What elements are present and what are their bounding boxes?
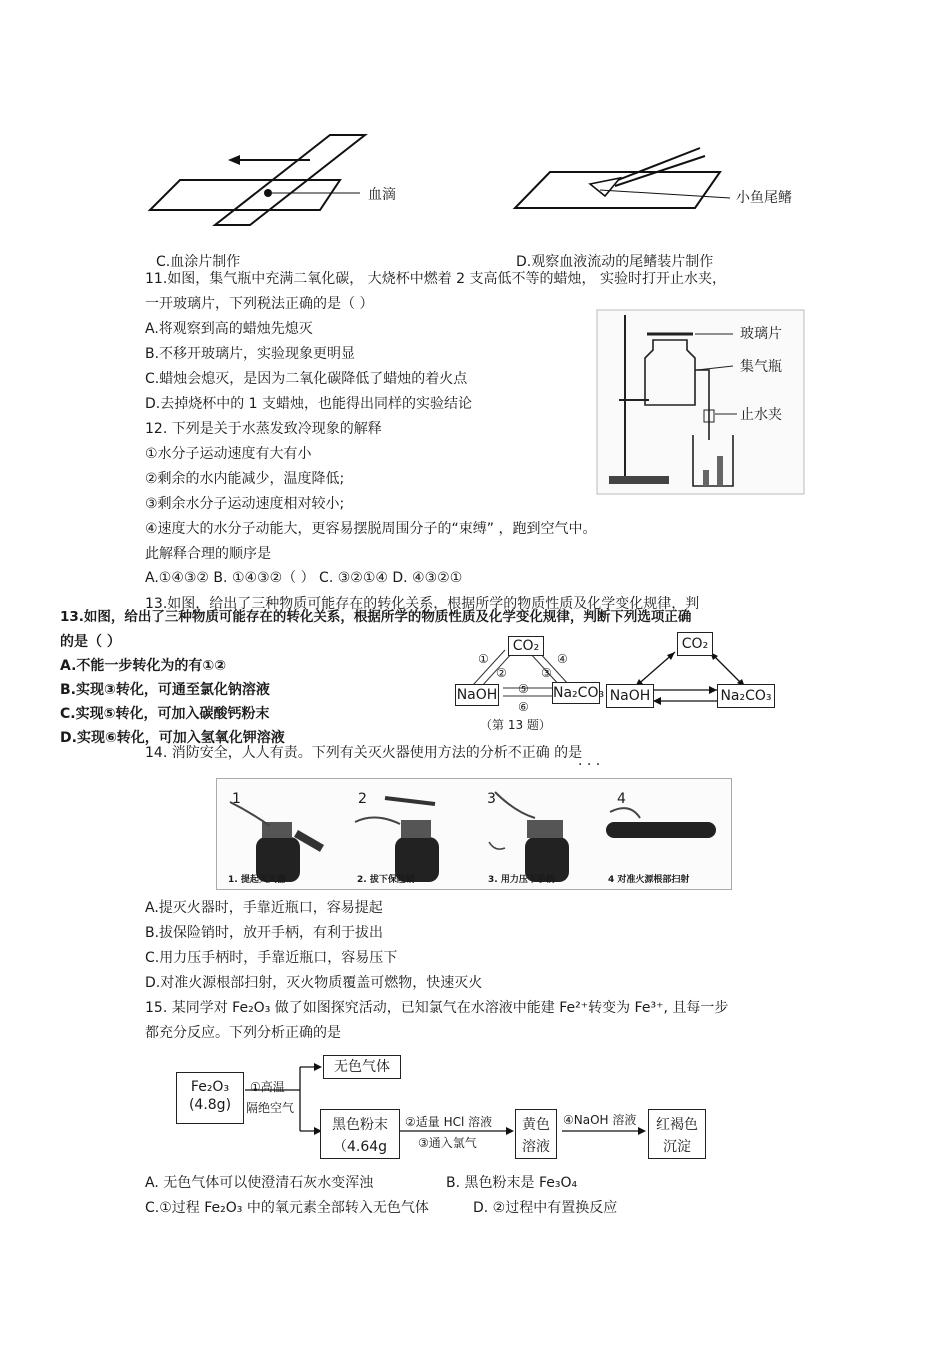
apparatus-label-gas-bottle: 集气瓶 [740,359,782,375]
flow-step1-bottom: 隔绝空气 [246,1101,295,1115]
flow-step2-top: ②适量 HCl 溶液 [405,1115,493,1129]
flow-precipitate-box [648,1109,706,1159]
q13-stem-line2: 的是（ ） [60,634,121,650]
flow-solution-line1: 黄色 [522,1117,550,1133]
q15-option-c: C.①过程 Fe₂O₃ 中的氧元素全部转入无色气体 [145,1200,429,1216]
q14-option-b: B.拔保险销时，放开手柄，有利于拔出 [145,925,384,941]
clean-node-co2: CO₂ [677,632,713,656]
q11-option-a: A.将观察到高的蜡烛先熄灭 [145,321,313,337]
q11-option-c: C.蜡烛会熄灭，是因为二氧化碳降低了蜡烛的着火点 [145,371,468,387]
q11-option-d: D.去掉烧杯中的 1 支蜡烛，也能得出同样的实验结论 [145,396,473,412]
q15-flow-arrows [240,1055,660,1145]
q11-stem-line2: 一开玻璃片，下列税法正确的是（ ） [145,296,374,312]
fish-tail-diagram [510,138,730,218]
clean-node-naoh: NaOH [606,684,654,708]
q12-item-3: ③剩余水分子运动速度相对较小; [145,496,345,512]
q15-option-a: A. 无色气体可以使澄清石灰水变浑浊 [145,1175,374,1191]
flow-precipitate-line1: 红褐色 [656,1117,698,1133]
flow-powder-label: 黑色粉末 [332,1117,388,1133]
q13-option-d: D.实现⑥转化，可加入氢氧化钾溶液 [60,730,285,746]
blood-drop-label: 血滴 [368,187,396,203]
flow-step1-top: ①高温 [250,1080,285,1094]
flow-solution-box [515,1109,557,1159]
step-4-caption: 4 对准火源根部扫射 [608,875,690,885]
q14-option-d: D.对准火源根部扫射，灭火物质覆盖可燃物，快速灭火 [145,975,483,991]
step-1-caption: 1. 提起灭火器 [228,875,286,885]
q15-stem-line2: 都充分反应。下列分析正确的是 [145,1025,341,1041]
flow-powder-mass: （4.64g [332,1139,388,1155]
flow-start-box [176,1072,244,1124]
flow-step4: ④NaOH 溶液 [563,1113,637,1127]
clean-node-na2co3: Na₂CO₃ [717,684,775,708]
q12-stem: 12. 下列是关于水蒸发致冷现象的解释 [145,421,382,437]
apparatus-label-glass-plate: 玻璃片 [740,326,782,342]
scan-node-naoh: NaOH [455,684,499,706]
q15-option-b: B. 黑色粉末是 Fe₃O₄ [446,1175,578,1191]
step-1-number: 1 [232,791,241,807]
option-d-top: D.观察血液流动的尾鳍装片制作 [516,254,714,270]
scan-fig-caption: （第 13 题） [480,718,551,732]
q12-ask: 此解释合理的顺序是 [145,546,271,562]
q15-stem-line1: 15. 某同学对 Fe₂O₃ 做了如图探究活动，已知氯气在水溶液中能建 Fe²⁺转变为 Fe³⁺, 且每一步 [145,1000,729,1016]
flow-start-formula: Fe₂O₃ [190,1079,230,1095]
scan-arrow-6: ⑥ [518,700,529,714]
q13-option-a: A.不能一步转化为的有①② [60,658,227,674]
q14-emphasis-dots: . . . [578,753,601,769]
scan-arrow-3: ③ [541,666,552,680]
flow-powder-box [320,1109,400,1159]
step-3-caption: 3. 用力压下手柄 [488,875,555,885]
step-2-number: 2 [358,791,367,807]
step-3-number: 3 [487,791,496,807]
step-4-number: 4 [617,791,626,807]
step-2-caption: 2. 拔下保险销 [357,875,415,885]
flow-start-mass: (4.8g) [188,1097,232,1113]
q11-option-b: B.不移开玻璃片，实验现象更明显 [145,346,356,362]
q12-item-1: ①水分子运动速度有大有小 [145,446,312,462]
q11-stem-line1: 11.如图，集气瓶中充满二氧化碳， 大烧杯中燃着 2 支高低不等的蜡烛， 实验时打开止水夹， [145,271,726,287]
blood-smear-diagram [140,125,440,235]
scan-node-co2: CO₂ [508,636,544,656]
q15-option-d: D. ②过程中有置换反应 [473,1200,618,1216]
q13-stem-line1: 13.如图，给出了三种物质可能存在的转化关系，根据所学的物质性质及化学变化规律，判断下列选项正确 [60,609,692,625]
q12-item-4: ④速度大的水分子动能大，更容易摆脱周围分子的“束缚” ，跑到空气中。 [145,521,597,537]
q13-overlay-line: 13.如图，给出了三种物质可能存在的转化关系，根据所学的物质性质及化学变化规律，判 [145,596,700,612]
q14-option-a: A.提灭火器时，手靠近瓶口，容易提起 [145,900,383,916]
scan-arrow-1: ① [478,652,489,666]
q12-options: A.①④③② B. ①④③②（ ） C. ③②①④ D. ④③②① [145,570,463,586]
scan-node-na2co3: Na₂CO₃ [552,682,600,704]
scan-arrow-4: ④ [557,652,568,666]
q14-option-c: C.用力压手柄时，手靠近瓶口，容易压下 [145,950,398,966]
flow-gas-box: 无色气体 [323,1055,401,1079]
apparatus-label-clamp: 止水夹 [740,407,782,423]
q14-stem: 14. 消防安全，人人有责。下列有关灭火器使用方法的分析不正确 的是 [145,745,583,761]
q13-option-c: C.实现⑤转化，可加入碳酸钙粉末 [60,706,270,722]
flow-solution-line2: 溶液 [522,1139,550,1155]
fish-tail-label: 小鱼尾鳍 [736,190,792,206]
q13-option-b: B.实现③转化，可通至氯化钠溶液 [60,682,270,698]
q12-item-2: ②剩余的水内能减少，温度降低; [145,471,345,487]
scan-arrow-5: ⑤ [518,682,529,696]
scan-arrow-2: ② [496,666,507,680]
flow-precipitate-line2: 沉淀 [663,1139,691,1155]
option-c-top: C.血涂片制作 [156,254,241,270]
flow-step2-bottom: ③通入氯气 [418,1136,477,1150]
